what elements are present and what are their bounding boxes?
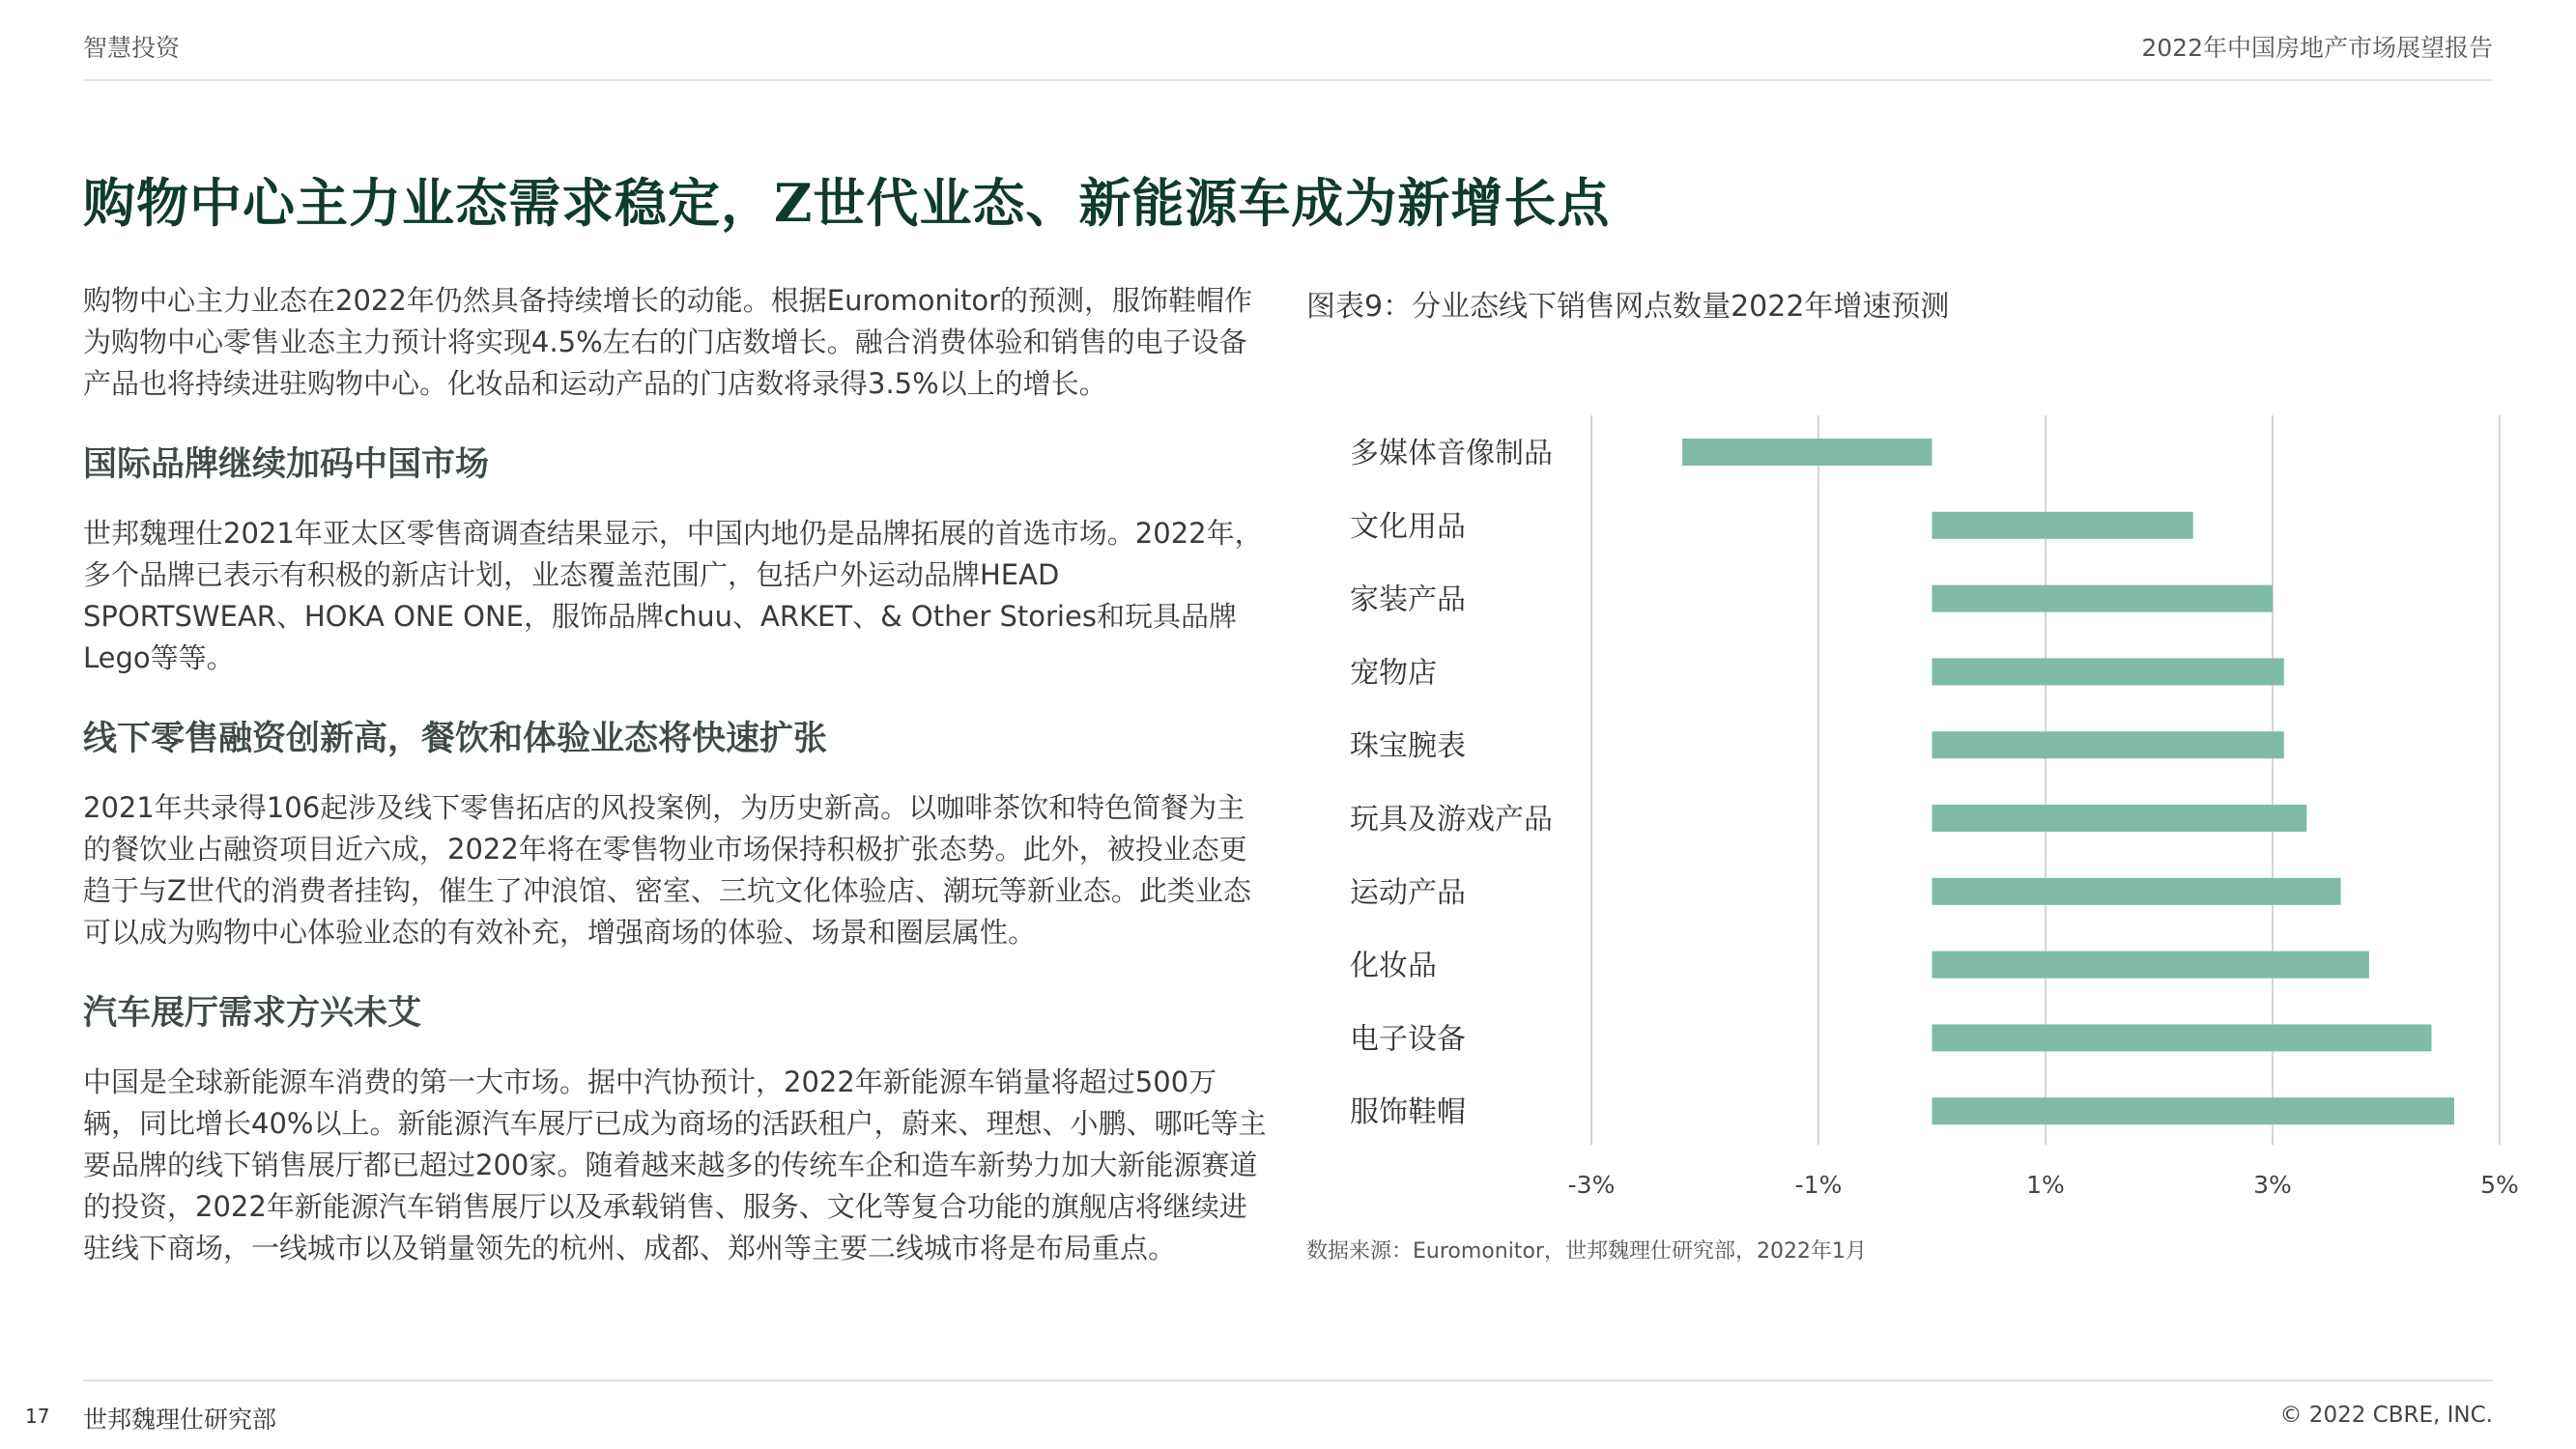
page-number: 17 bbox=[25, 1405, 50, 1428]
header-brand: 智慧投资 bbox=[83, 34, 181, 62]
category-label: 玩具及游戏产品 bbox=[1350, 803, 1553, 837]
bar bbox=[1932, 731, 2284, 758]
category-label: 服饰鞋帽 bbox=[1350, 1095, 1466, 1130]
category-label: 珠宝腕表 bbox=[1350, 729, 1466, 764]
x-tick-label: 1% bbox=[2026, 1171, 2065, 1199]
header-report-title: 2022年中国房地产市场展望报告 bbox=[2141, 34, 2493, 62]
footer-org: 世邦魏理仕研究部 bbox=[83, 1406, 277, 1434]
category-label: 运动产品 bbox=[1350, 875, 1466, 910]
bar bbox=[1932, 1024, 2432, 1051]
section-heading-1: 国际品牌继续加码中国市场 bbox=[83, 445, 490, 484]
category-label: 化妆品 bbox=[1350, 949, 1437, 983]
chart-title: 图表9：分业态线下销售网点数量2022年增速预测 bbox=[1306, 290, 1950, 324]
x-tick-label: 5% bbox=[2480, 1171, 2519, 1199]
section-body-3: 中国是全球新能源车消费的第一大市场。据中汽协预计，2022年新能源车销量将超过500万辆，同比增长40%以上。新能源汽车展厅已成为商场的活跃租户，蔚来、理想、小鹏、哪吒等主要品牌的线下销售展厅都已超过200家。随着越来越多的传统车企和造车新势力加大新能源赛道的投资，2022年新能源汽车销售展厅以及承载销售、服务、文化等复合功能的旗舰店将继续进驻线下商场，一线城市以及销量领先的杭州、成都、郑州等主要二线城市将是布局重点。 bbox=[83, 1065, 1267, 1264]
bar bbox=[1682, 439, 1932, 466]
page-title: 购物中心主力业态需求稳定，Z世代业态、新能源车成为新增长点 bbox=[83, 172, 1611, 234]
body-text-column bbox=[83, 280, 1272, 1269]
header-divider bbox=[83, 79, 2493, 81]
chart-source: 数据来源：Euromonitor，世邦魏理仕研究部，2022年1月 bbox=[1306, 1239, 1867, 1264]
section-heading-2: 线下零售融资创新高，餐饮和体验业态将快速扩张 bbox=[83, 720, 828, 758]
section-body-2: 2021年共录得106起涉及线下零售拓店的风投案例，为历史新高。以咖啡茶饮和特色简餐为主的餐饮业占融资项目近六成，2022年将在零售物业市场保持积极扩张态势。此外，被投业态更趋于与Z世代的消费者挂钩，催生了冲浪馆、密室、三坑文化体验店、潮玩等新业态。此类业态可以成为购物中心体验业态的有效补充，增强商场的体验、场景和圈层属性。 bbox=[83, 791, 1251, 949]
bar bbox=[1932, 952, 2369, 979]
x-tick-label: -3% bbox=[1567, 1171, 1616, 1199]
footer-copyright: © 2022 CBRE, INC. bbox=[2279, 1403, 2493, 1428]
category-label: 电子设备 bbox=[1350, 1022, 1466, 1057]
x-tick-label: 3% bbox=[2253, 1171, 2292, 1199]
bar bbox=[1932, 585, 2274, 612]
bar bbox=[1932, 805, 2307, 832]
x-tick-label: -1% bbox=[1794, 1171, 1843, 1199]
bar-chart bbox=[1306, 391, 2524, 1212]
bar bbox=[1932, 512, 2193, 539]
section-body-1: 世邦魏理仕2021年亚太区零售商调查结果显示，中国内地仍是品牌拓展的首选市场。2022年，多个品牌已表示有积极的新店计划，业态覆盖范围广，包括户外运动品牌HEAD SPORTSWEAR、HOKA ONE ONE，服饰品牌chuu、ARKET、& Other Stories和玩具品牌Lego等等。 bbox=[83, 517, 1263, 674]
category-label: 多媒体音像制品 bbox=[1350, 437, 1553, 470]
intro-paragraph: 购物中心主力业态在2022年仍然具备持续增长的动能。根据Euromonitor的预测，服饰鞋帽作为购物中心零售业态主力预计将实现4.5%左右的门店数增长。融合消费体验和销售的电子设备产品也将持续进驻购物中心。化妆品和运动产品的门店数将录得3.5%以上的增长。 bbox=[83, 284, 1253, 400]
bar bbox=[1932, 658, 2284, 685]
bar bbox=[1932, 1097, 2455, 1124]
section-heading-3: 汽车展厅需求方兴未艾 bbox=[83, 994, 422, 1033]
footer-divider bbox=[83, 1379, 2493, 1381]
bar bbox=[1932, 878, 2341, 905]
category-label: 家装产品 bbox=[1350, 582, 1466, 617]
category-label: 文化用品 bbox=[1350, 509, 1466, 544]
category-label: 宠物店 bbox=[1350, 656, 1437, 691]
